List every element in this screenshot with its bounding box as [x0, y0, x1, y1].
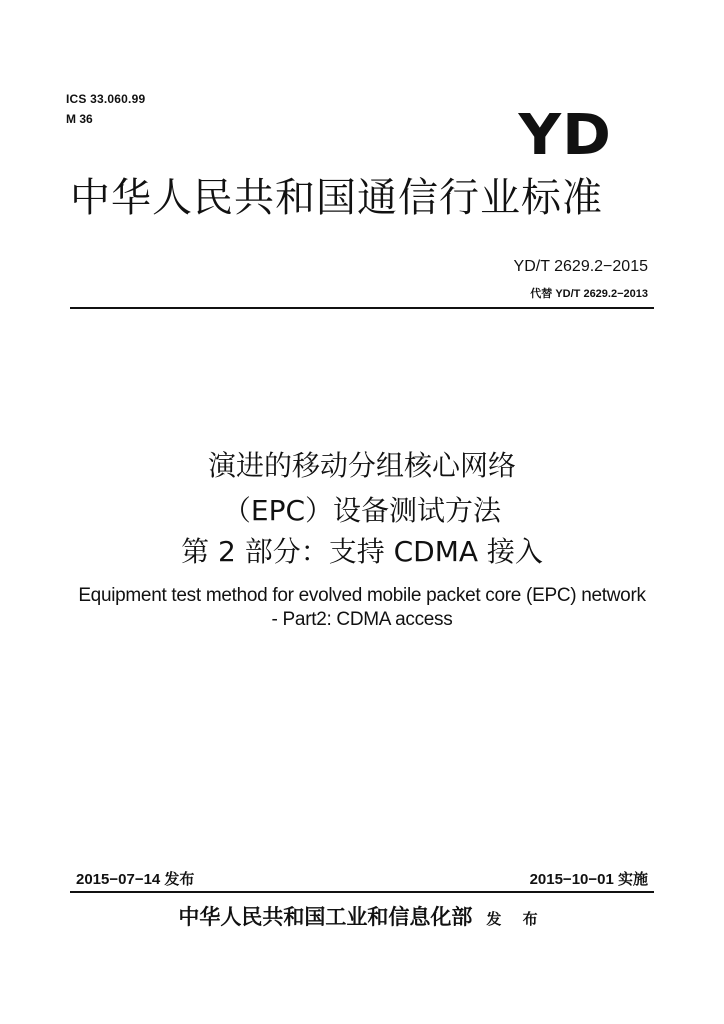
replaces-note: 代替 YD/T 2629.2−2013 [530, 288, 648, 300]
chinese-title-line-2: （EPC）设备测试方法 [222, 494, 502, 527]
top-divider [70, 307, 654, 309]
issuer-name: 中华人民共和国工业和信息化部 [178, 904, 473, 929]
bottom-divider [70, 891, 654, 893]
standard-category-title: 中华人民共和国通信行业标准 [70, 175, 603, 221]
english-title-line-2: - Part2: CDMA access [271, 609, 453, 630]
issue-date: 2015−07−14 发布 [76, 871, 195, 888]
implementation-date: 2015−10−01 实施 [529, 871, 648, 888]
chinese-title-line-1: 演进的移动分组核心网络 [207, 449, 516, 482]
yd-logo: YD [518, 103, 612, 168]
issuer-action: 发 布 [486, 910, 546, 928]
english-title-line-1: Equipment test method for evolved mobile packet core (EPC) network [78, 585, 646, 606]
chinese-title-line-3: 第 2 部分：支持 CDMA 接入 [181, 535, 543, 568]
issuer-line [0, 906, 724, 927]
ccs-code: M 36 [66, 112, 93, 126]
ics-code: ICS 33.060.99 [66, 92, 146, 106]
standard-number: YD/T 2629.2−2015 [513, 258, 648, 275]
